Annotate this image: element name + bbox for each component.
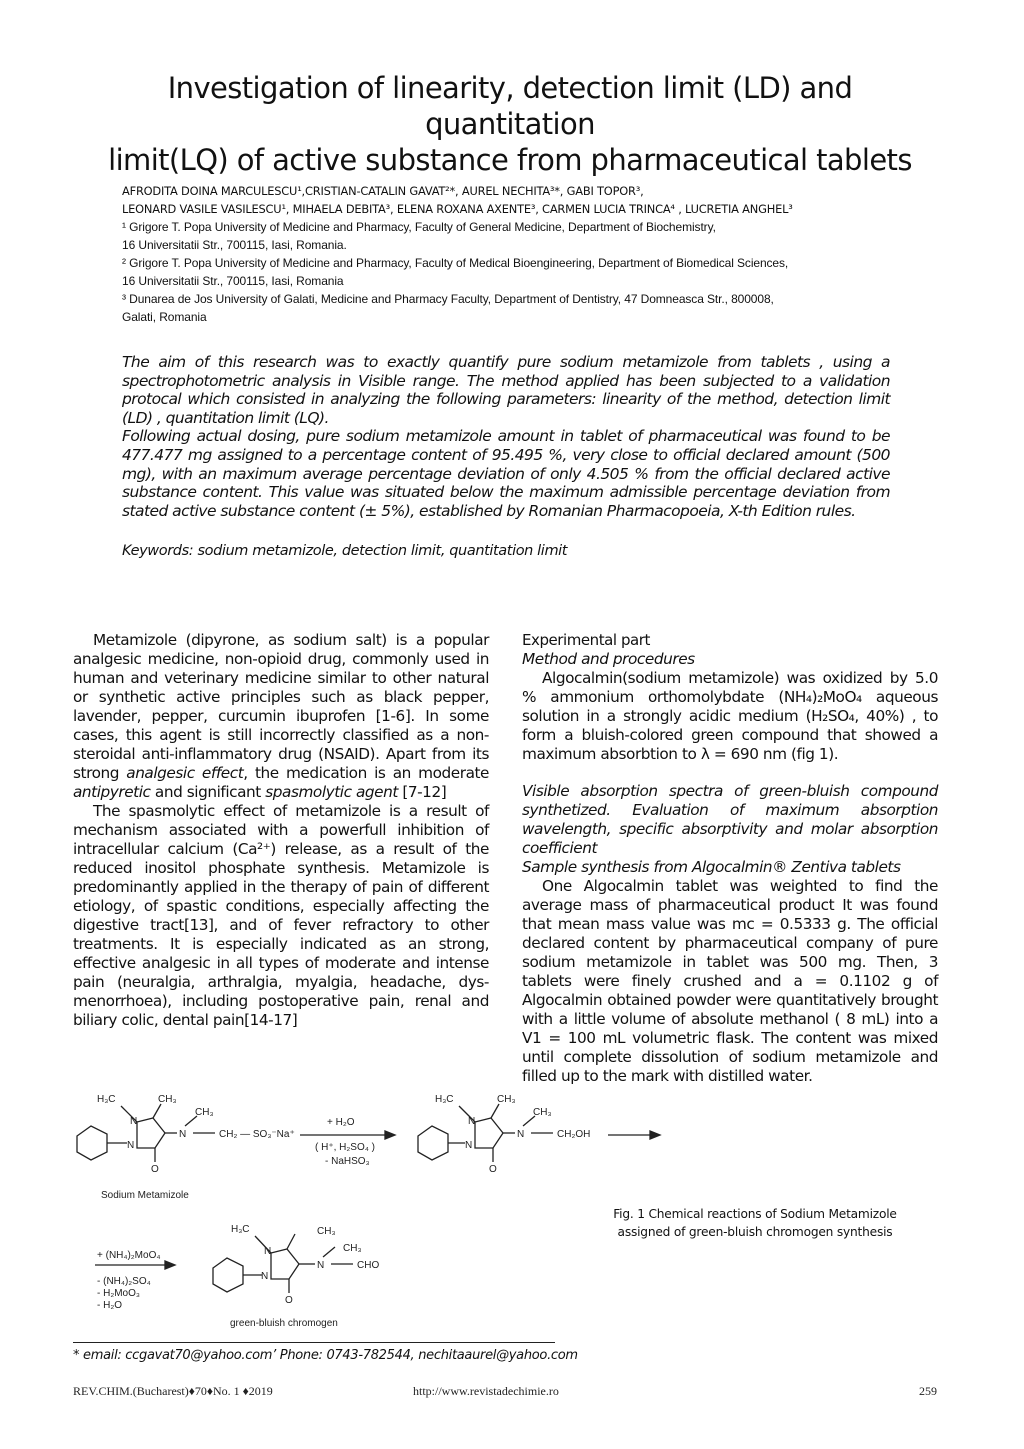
h3c-label-2: H₃C — [435, 1094, 454, 1105]
o-label-3: O — [285, 1295, 293, 1306]
figure-caption-line-2: assigned of green-bluish chromogen synthesis — [617, 1225, 893, 1239]
figure-caption-line-1: Fig. 1 Chemical reactions of Sodium Metamizole — [613, 1207, 897, 1221]
ch3-label-6: CH₃ — [343, 1243, 362, 1254]
benzene-ring-1 — [77, 1126, 107, 1160]
subsection-heading-3: Sample synthesis from Algocalmin® Zentiva tablets — [522, 858, 901, 876]
affiliation-1-address: 16 Universitatii Str., 700115, Iasi, Romania. — [122, 238, 347, 252]
molecule-label-1: Sodium Metamizole — [101, 1190, 189, 1201]
pyrazolone-ring-3 — [271, 1249, 299, 1279]
n-label-7: N — [264, 1246, 272, 1257]
o-label-2: O — [489, 1164, 497, 1175]
analgesic-effect-term: analgesic effect — [126, 764, 244, 782]
arrow1-bottom-label-2: - NaHSO₃ — [325, 1156, 370, 1167]
right-column — [522, 631, 938, 1086]
affiliation-3: ³ Dunarea de Jos University of Galati, Medicine and Pharmacy Faculty, Department of Dentistry, 47 Domneasca Str., 800008, — [122, 292, 774, 306]
h3c-label-1: H₃C — [97, 1094, 116, 1105]
ch3-label-1: CH₃ — [158, 1094, 177, 1105]
arrow2-top-label: + (NH₄)₂MoO₄ — [97, 1250, 161, 1261]
n-label-9: N — [317, 1260, 325, 1271]
journal-url[interactable]: http://www.revistadechimie.ro — [413, 1384, 559, 1398]
ch3-label-4: CH₃ — [533, 1107, 552, 1118]
affiliation-1: ¹ Grigore T. Popa University of Medicine and Pharmacy, Faculty of General Medicine, Department of Biochemistry, — [122, 220, 716, 234]
substituent-1: CH₂ — SO₃⁻Na⁺ — [219, 1129, 295, 1140]
arrow1-top-label: + H₂O — [327, 1117, 355, 1128]
author-block — [122, 182, 922, 326]
footnote-rule — [73, 1342, 555, 1343]
molecule-label-2: green-bluish chromogen — [230, 1318, 338, 1329]
arrow1-bottom-label-1: ( H⁺, H₂SO₄ ) — [315, 1142, 375, 1153]
journal-reference: REV.CHIM.(Bucharest)♦70♦No. 1 ♦2019 — [73, 1384, 273, 1398]
spasmolytic-term: spasmolytic agent — [265, 783, 398, 801]
title-line-2: limit(LQ) of active substance from pharmaceutical tablets — [108, 143, 912, 177]
left-column — [73, 631, 489, 1030]
pyrazolone-ring-2 — [475, 1118, 503, 1148]
ch3-label-2: CH₃ — [195, 1107, 214, 1118]
page-number: 259 — [919, 1384, 937, 1398]
reaction-scheme — [65, 1088, 665, 1338]
benzene-ring-2 — [418, 1126, 448, 1160]
authors-line-1: AFRODITA DOINA MARCULESCU¹,CRISTIAN-CATALIN GAVAT²*, AUREL NECHITA³*, GABI TOPOR³, — [122, 184, 644, 198]
benzene-ring-3 — [213, 1258, 243, 1292]
sample-paragraph: One Algocalmin tablet was weighted to find the average mass of pharmaceutical product It was found that mean mass value was mc = 0.5333 g. The official declared content by pharmaceutical company of pure sodium metamizole in tablet was 500 mg. Then, 3 tablets were finely crushed and a = 0.1102 g of Algocalmin obtained powder were quantitatively brought with a little volume of absolute methanol ( 8 mL) into a V1 = 100 mL volumetric flask. The content was mixed until complete dissolution of sodium metamizole and filled up to the mark with distilled water. — [522, 877, 938, 1085]
spacer — [522, 764, 938, 782]
footnote: * email: ccgavat70@yahoo.com’ Phone: 0743-782544, nechitaaurel@yahoo.com — [73, 1348, 578, 1363]
n-label-8: N — [261, 1271, 269, 1282]
ch3-label-5: CH₃ — [317, 1226, 336, 1237]
abstract-paragraph-1: The aim of this research was to exactly quantify pure sodium metamizole from tablets , using a spectrophotometric analysis in Visible range. The method applied has been subjected to a validation protocal which consisted in analyzing the following parameters: linearity of the method, detection limit (LD) , quantitation limit (LQ). — [122, 353, 890, 427]
antipyretic-term: antipyretic — [73, 783, 151, 801]
o-label-1: O — [151, 1164, 159, 1175]
keywords: Keywords: sodium metamizole, detection limit, quantitation limit — [122, 543, 568, 559]
method-paragraph: Algocalmin(sodium metamizole) was oxidized by 5.0 % ammonium orthomolybdate (NH₄)₂MoO₄ aqueous solution in a strongly acidic medium (H₂SO₄, 40%) , to form a bluish-colored green compound that showed a maximum absorbtion to λ = 690 nm (fig 1). — [522, 669, 938, 763]
n-label-3: N — [179, 1129, 187, 1140]
affiliation-2: ² Grigore T. Popa University of Medicine and Pharmacy, Faculty of Medical Bioengineering, Department of Biomedical Sciences, — [122, 256, 789, 270]
abstract-paragraph-2: Following actual dosing, pure sodium metamizole amount in tablet of pharmaceutical was found to be 477.477 mg assigned to a percentage content of 95.495 %, very close to official declared amount (500 mg), with an maximum average percentage deviation of only 4.505 % from the official declared active substance content. This value was situated below the maximum admissible percentage deviation from stated active substance content (± 5%), established by Romanian Pharmacopoeia, X-th Edition rules. — [122, 427, 890, 520]
substituent-2: CH₂OH — [557, 1129, 591, 1140]
title-line-1: Investigation of linearity, detection limit (LD) and quantitation — [167, 71, 853, 141]
substituent-3: CHO — [357, 1260, 380, 1271]
pyrazolone-ring-1 — [137, 1118, 165, 1148]
figure-caption — [595, 1205, 915, 1241]
arrow2-bottom-label-1: - (NH₄)₂SO₄ — [97, 1276, 151, 1287]
n-label-6: N — [517, 1129, 525, 1140]
n-label-2: N — [127, 1140, 135, 1151]
intro-paragraph-1: Metamizole (dipyrone, as sodium salt) is a popular analgesic medicine, non-opioid drug, commonly used in human and veterinary medicine similar to other natural or synthetic active principles such as black pepper, lavender, pepper, curcumin ibuprofen [1-6]. In some cases, this agent is still incorrectly classified as a non-steroidal anti-inflammatory drug (NSAID). Apart from its strong analgesic effect, the medication is an moderate antipyretic and significant spasmolytic agent [7-12] — [73, 631, 489, 801]
authors-line-2: LEONARD VASILE VASILESCU¹, MIHAELA DEBITA³, ELENA ROXANA AXENTE³, CARMEN LUCIA TRINCA⁴ , LUCRETIA ANGHEL³ — [122, 202, 793, 216]
n-label-1: N — [130, 1116, 138, 1127]
affiliation-2-address: 16 Universitatii Str., 700115, Iasi, Romania — [122, 274, 344, 288]
arrow2-bottom-label-3: - H₂O — [97, 1300, 122, 1311]
intro-paragraph-2: The spasmolytic effect of metamizole is a result of mechanism associated with a powerfull inhibition of intracellular calcium (Ca²⁺) release, as a result of the reduced inositol phosphate synthesis. Metamizole is predominantly applied in the therapy of pain of different etiology, of spastic conditions, especially affecting the digestive tract[13], and of fever refractory to other treatments. It is especially indicated as an strong, effective analgesic in all types of moderate and intense pain (neuralgia, arthralgia, myalgia, headache, dys-menorrhoea), including postoperative pain, renal and biliary colic, dental pain[14-17] — [73, 802, 489, 1029]
ch3-label-3: CH₃ — [497, 1094, 516, 1105]
affiliation-3-address: Galati, Romania — [122, 310, 207, 324]
paper-title — [80, 70, 940, 178]
subsection-heading: Method and procedures — [522, 650, 695, 668]
subsection-heading-2: Visible absorption spectra of green-bluish compound synthetized. Evaluation of maximum absorption wavelength, specific absorptivity and molar absorption coefficient — [522, 782, 938, 857]
abstract — [122, 353, 890, 520]
n-label-4: N — [468, 1116, 476, 1127]
section-heading: Experimental part — [522, 631, 650, 649]
h3c-label-3: H₃C — [231, 1224, 250, 1235]
n-label-5: N — [465, 1140, 473, 1151]
arrow2-bottom-label-2: - H₂MoO₃ — [97, 1288, 140, 1299]
